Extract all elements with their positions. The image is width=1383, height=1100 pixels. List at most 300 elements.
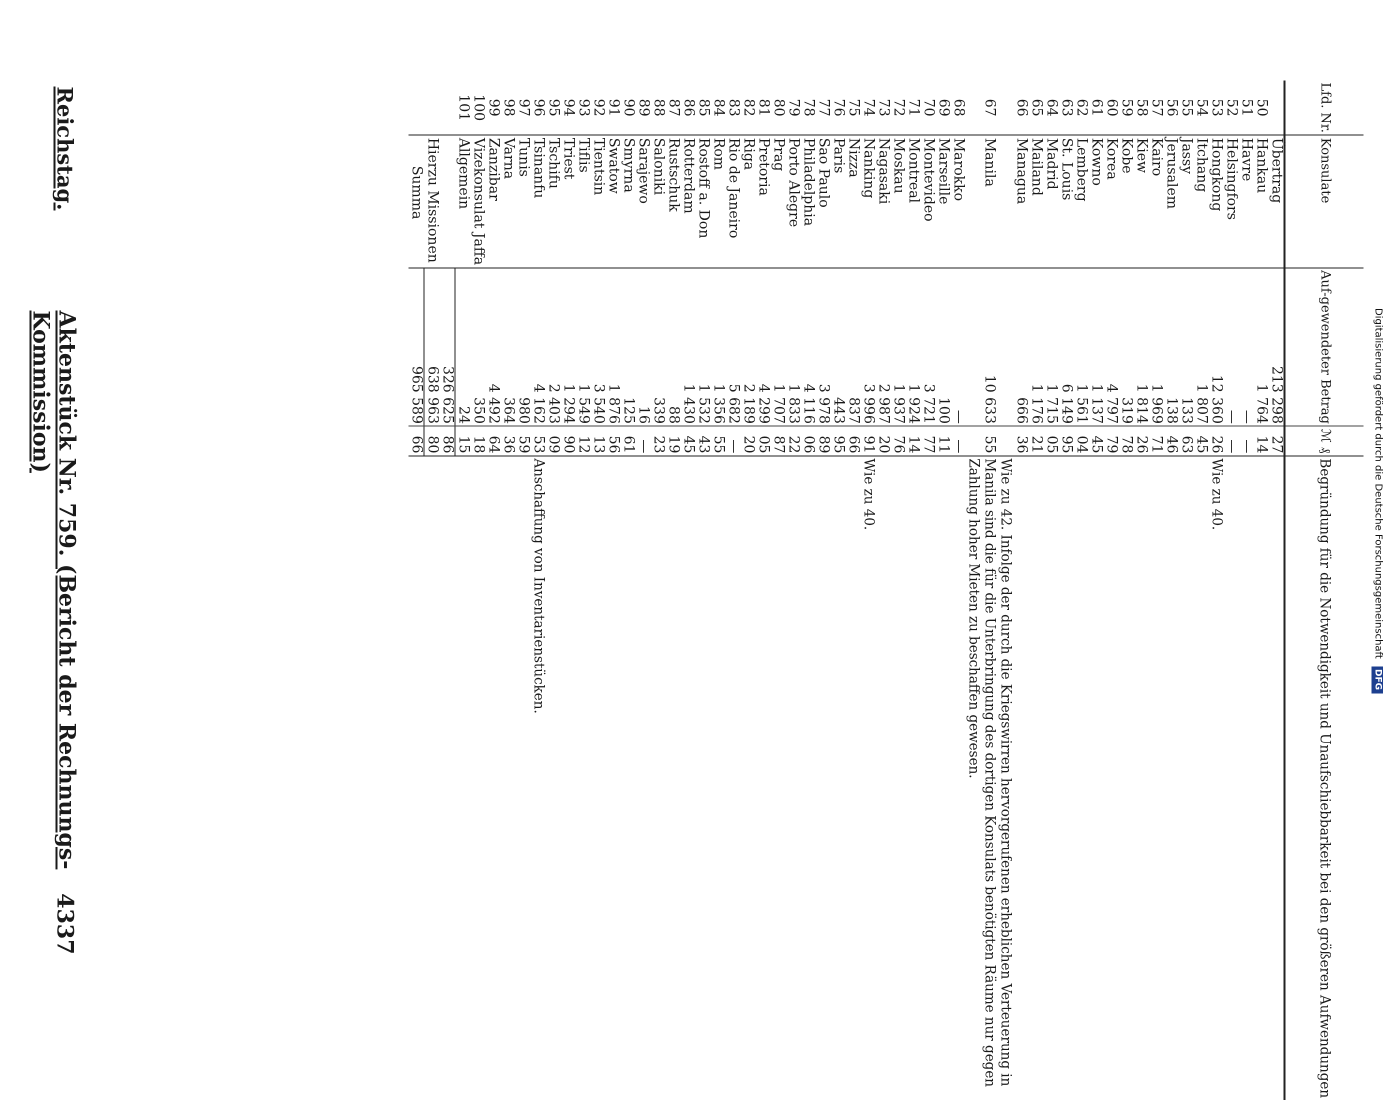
amount-pfennig: 95 bbox=[1058, 426, 1073, 456]
amount-pfennig: 46 bbox=[1163, 426, 1178, 456]
amount-pfennig: — bbox=[1223, 426, 1238, 456]
amount-mark: 1 430 bbox=[680, 383, 696, 424]
table-row bbox=[725, 80, 740, 1100]
row-number: 74 bbox=[860, 80, 875, 135]
amount-mark: — bbox=[1238, 409, 1254, 424]
table-row bbox=[1013, 80, 1028, 1100]
table-row bbox=[500, 80, 515, 1100]
row-number: 64 bbox=[1043, 80, 1058, 135]
consulate-name: Madrid bbox=[1043, 135, 1058, 267]
consulate-name: Porto Alegre bbox=[785, 135, 800, 267]
sum-pfennig: 66 bbox=[408, 426, 424, 456]
row-number: 72 bbox=[890, 80, 905, 135]
row-number: 62 bbox=[1073, 80, 1088, 135]
amount-mark: 666 bbox=[1013, 396, 1029, 424]
consulate-name: Tschifu bbox=[545, 135, 560, 267]
remark bbox=[545, 455, 560, 1099]
consulate-name: Jerusalem bbox=[1163, 135, 1178, 267]
missions-label: Hierzu Missionen bbox=[424, 135, 440, 267]
subtotal-mark: 326 625 bbox=[439, 267, 455, 426]
remark bbox=[1118, 455, 1133, 1099]
amount-pfennig: 76 bbox=[890, 426, 905, 456]
page-header bbox=[27, 0, 87, 1000]
remark bbox=[575, 455, 590, 1099]
header-title: Aktenstück Nr. 759. (Bericht der Rechnungs-Kommission) bbox=[27, 310, 79, 869]
amount-pfennig: 63 bbox=[1178, 426, 1193, 456]
remark bbox=[935, 455, 950, 1099]
table-row bbox=[800, 80, 815, 1100]
consulate-name: Montreal bbox=[905, 135, 920, 267]
amount-mark: 24 bbox=[455, 405, 471, 424]
amount-mark: 1 549 bbox=[575, 383, 591, 424]
col-header-mark: ℳ bbox=[1317, 428, 1332, 443]
amount-pfennig: 12 bbox=[575, 426, 590, 456]
row-number: 55 bbox=[1178, 80, 1193, 135]
consulate-name: Hankau bbox=[1253, 135, 1268, 267]
amount-mark: 319 bbox=[1118, 396, 1134, 424]
amount-pfennig: 13 bbox=[590, 426, 605, 456]
remark bbox=[620, 455, 635, 1099]
consulate-name: Prag bbox=[770, 135, 785, 267]
remark bbox=[920, 455, 935, 1099]
consulate-name: Rostoff a. Don bbox=[695, 135, 710, 267]
col-header-amount: Auf-gewendeter Betrag bbox=[1284, 267, 1363, 426]
amount-mark: 133 bbox=[1178, 396, 1194, 424]
amount-pfennig: 45 bbox=[1193, 426, 1208, 456]
amount-mark: 6 149 bbox=[1058, 383, 1074, 424]
remark bbox=[1178, 455, 1193, 1099]
header-left: Reichstag. bbox=[52, 86, 77, 210]
sum-remark bbox=[408, 455, 424, 1099]
consulate-name: Hongkong bbox=[1208, 135, 1223, 267]
table-row bbox=[935, 80, 950, 1100]
amount-mark: 213 298 bbox=[1268, 365, 1284, 424]
table-row bbox=[815, 80, 830, 1100]
consulate-name: Allgemein bbox=[455, 135, 471, 267]
dfg-logo: DFG bbox=[1371, 666, 1383, 693]
row-number: 81 bbox=[755, 80, 770, 135]
remark bbox=[560, 455, 575, 1099]
table-row bbox=[860, 80, 875, 1100]
amount-pfennig: 36 bbox=[500, 426, 515, 456]
consulate-name: Philadelphia bbox=[800, 135, 815, 267]
amount-mark: 350 bbox=[470, 396, 486, 424]
table-row bbox=[1193, 80, 1208, 1100]
table-row bbox=[470, 80, 485, 1100]
row-number: 83 bbox=[725, 80, 740, 135]
remark bbox=[755, 455, 770, 1099]
amount-pfennig: 45 bbox=[1088, 426, 1103, 456]
amount-mark: 980 bbox=[515, 396, 531, 424]
table-row bbox=[755, 80, 770, 1100]
row-number: 69 bbox=[935, 80, 950, 135]
table-row bbox=[920, 80, 935, 1100]
remark bbox=[1163, 455, 1178, 1099]
amount-pfennig: 61 bbox=[620, 426, 635, 456]
consulate-name: Rustschuk bbox=[665, 135, 680, 267]
remark bbox=[590, 455, 605, 1099]
remark bbox=[815, 455, 830, 1099]
amount-mark: 1 937 bbox=[890, 383, 906, 424]
row-number: 52 bbox=[1223, 80, 1238, 135]
consulate-name: Kowno bbox=[1088, 135, 1103, 267]
amount-mark: 4 797 bbox=[1103, 383, 1119, 424]
consulate-name: Kairo bbox=[1148, 135, 1163, 267]
consulate-name: Tunis bbox=[515, 135, 530, 267]
table-row bbox=[1238, 80, 1253, 1100]
remark bbox=[1043, 455, 1058, 1099]
row-number: 70 bbox=[920, 80, 935, 135]
amount-mark: 339 bbox=[650, 396, 666, 424]
amount-mark: 1 924 bbox=[905, 383, 921, 424]
amount-mark: 1 561 bbox=[1073, 383, 1089, 424]
amount-mark: 5 682 bbox=[725, 383, 741, 424]
row-number: 53 bbox=[1208, 80, 1223, 135]
row-number: 86 bbox=[680, 80, 695, 135]
amount-mark: 2 403 bbox=[545, 383, 561, 424]
table-row bbox=[1118, 80, 1133, 1100]
missions-remark bbox=[424, 455, 440, 1099]
amount-pfennig: 09 bbox=[545, 426, 560, 456]
amount-mark: 100 bbox=[935, 396, 951, 424]
remark: Wie zu 42. Infolge der durch die Kriegswirren hervorgerufenen erheblichen Verteuerung in Manila sind die für die Unterbringung des dortigen Konsulats benötigten Räume nur gegen Zahlung hoher Mieten zu beschaffen gewesen. bbox=[965, 457, 1013, 1087]
amount-mark: 3 540 bbox=[590, 383, 606, 424]
table-row bbox=[530, 80, 545, 1100]
row-number: 85 bbox=[695, 80, 710, 135]
table-row bbox=[680, 80, 695, 1100]
amount-mark: 1 294 bbox=[560, 383, 576, 424]
table-row bbox=[650, 80, 665, 1100]
amount-mark: 3 978 bbox=[815, 383, 831, 424]
page-number: 4337 bbox=[51, 892, 77, 954]
amount-mark: — bbox=[1223, 409, 1239, 424]
consulate-name: Rom bbox=[710, 135, 725, 267]
subtotal-nr bbox=[439, 80, 455, 135]
amount-pfennig: — bbox=[725, 426, 740, 456]
remark bbox=[485, 455, 500, 1099]
table-row bbox=[1133, 80, 1148, 1100]
table-row bbox=[1208, 80, 1223, 1100]
remark: Wie zu 40. bbox=[860, 457, 876, 530]
col-header-pf bbox=[1284, 426, 1363, 456]
consulate-name: Varna bbox=[500, 135, 515, 267]
amount-pfennig: — bbox=[635, 426, 650, 456]
remark bbox=[770, 455, 785, 1099]
remark bbox=[1223, 455, 1238, 1099]
table-row bbox=[1073, 80, 1088, 1100]
row-number: 97 bbox=[515, 80, 530, 135]
amount-mark: 1 176 bbox=[1028, 383, 1044, 424]
amount-mark: 2 189 bbox=[740, 383, 756, 424]
col-header-pfennig: ₰ bbox=[1317, 446, 1332, 453]
remark bbox=[1103, 455, 1118, 1099]
remark bbox=[710, 455, 725, 1099]
amount-pfennig: — bbox=[950, 426, 965, 456]
amount-mark: 138 bbox=[1163, 396, 1179, 424]
remark bbox=[470, 455, 485, 1099]
consulate-name: Pretoria bbox=[755, 135, 770, 267]
amount-pfennig: 26 bbox=[1208, 426, 1223, 456]
consulate-name: Tientsin bbox=[590, 135, 605, 267]
remark: Wie zu 40. bbox=[1208, 457, 1224, 530]
remark bbox=[1133, 455, 1148, 1099]
amount-pfennig: — bbox=[1238, 426, 1253, 456]
amount-pfennig: 78 bbox=[1118, 426, 1133, 456]
row-number: 75 bbox=[845, 80, 860, 135]
consulate-name: Tiflis bbox=[575, 135, 590, 267]
sum-row bbox=[408, 80, 424, 1100]
row-number: 99 bbox=[485, 80, 500, 135]
consulate-name: Itchang bbox=[1193, 135, 1208, 267]
consulate-name: Tsinanfu bbox=[530, 135, 545, 267]
remark bbox=[1268, 455, 1284, 1099]
row-number: 63 bbox=[1058, 80, 1073, 135]
consulate-name: Nanking bbox=[860, 135, 875, 267]
row-number: 67 bbox=[965, 80, 1013, 135]
consulate-name: Saloniki bbox=[650, 135, 665, 267]
table-row bbox=[1103, 80, 1118, 1100]
table-row bbox=[890, 80, 905, 1100]
amount-pfennig: 53 bbox=[530, 426, 545, 456]
remark bbox=[500, 455, 515, 1099]
table-row bbox=[950, 80, 965, 1100]
amount-pfennig: 55 bbox=[965, 426, 1013, 456]
table-row bbox=[1223, 80, 1238, 1100]
row-number: 92 bbox=[590, 80, 605, 135]
row-number: 100 bbox=[470, 80, 485, 135]
table-row bbox=[545, 80, 560, 1100]
amount-pfennig: 22 bbox=[785, 426, 800, 456]
table-row bbox=[485, 80, 500, 1100]
consulate-name: St. Louis bbox=[1058, 135, 1073, 267]
amount-pfennig: 06 bbox=[800, 426, 815, 456]
row-number: 66 bbox=[1013, 80, 1028, 135]
row-number: 51 bbox=[1238, 80, 1253, 135]
remark bbox=[1088, 455, 1103, 1099]
consulate-name: Montevideo bbox=[920, 135, 935, 267]
row-number: 94 bbox=[560, 80, 575, 135]
amount-mark: 12 360 bbox=[1208, 374, 1224, 424]
row-number: 93 bbox=[575, 80, 590, 135]
consulate-name: Jassy bbox=[1178, 135, 1193, 267]
remark bbox=[1058, 455, 1073, 1099]
row-number: 84 bbox=[710, 80, 725, 135]
consulate-name: Übertrag bbox=[1268, 135, 1284, 267]
table-header-row bbox=[1284, 80, 1363, 1100]
table-row bbox=[845, 80, 860, 1100]
amount-pfennig: 87 bbox=[770, 426, 785, 456]
sum-mark: 965 589 bbox=[408, 267, 424, 426]
table-row bbox=[830, 80, 845, 1100]
sum-label: Summa bbox=[408, 135, 424, 267]
remark bbox=[605, 455, 620, 1099]
amount-mark: 1 764 bbox=[1253, 383, 1269, 424]
amount-pfennig: 71 bbox=[1148, 426, 1163, 456]
digitization-text: Digitalisierung gefördert durch die Deutsche Forschungsgemeinschaft bbox=[1372, 307, 1383, 659]
consulate-name: Mailand bbox=[1028, 135, 1043, 267]
amount-pfennig: 18 bbox=[470, 426, 485, 456]
amount-mark: — bbox=[950, 409, 966, 424]
consulate-name: Havre bbox=[1238, 135, 1253, 267]
remark bbox=[845, 455, 860, 1099]
table-row bbox=[1043, 80, 1058, 1100]
table-row bbox=[605, 80, 620, 1100]
consulate-name: Smyrna bbox=[620, 135, 635, 267]
amount-mark: 1 833 bbox=[785, 383, 801, 424]
subtotal-remark bbox=[439, 455, 455, 1099]
amount-mark: 16 bbox=[635, 405, 651, 424]
amount-mark: 10 633 bbox=[981, 374, 998, 424]
amount-pfennig: 26 bbox=[1133, 426, 1148, 456]
row-number: 76 bbox=[830, 80, 845, 135]
row-number: 56 bbox=[1163, 80, 1178, 135]
consulate-name: Marseille bbox=[935, 135, 950, 267]
amount-pfennig: 05 bbox=[1043, 426, 1058, 456]
amount-pfennig: 23 bbox=[650, 426, 665, 456]
remark bbox=[1073, 455, 1088, 1099]
amount-pfennig: 04 bbox=[1073, 426, 1088, 456]
amount-pfennig: 27 bbox=[1268, 426, 1284, 456]
amount-mark: 1 707 bbox=[770, 383, 786, 424]
remark bbox=[650, 455, 665, 1099]
amount-pfennig: 77 bbox=[920, 426, 935, 456]
row-number: 58 bbox=[1133, 80, 1148, 135]
consulate-table bbox=[408, 80, 1363, 1100]
amount-pfennig: 11 bbox=[935, 426, 950, 456]
amount-pfennig: 90 bbox=[560, 426, 575, 456]
remark bbox=[725, 455, 740, 1099]
row-number: 50 bbox=[1253, 80, 1268, 135]
amount-pfennig: 15 bbox=[455, 426, 471, 456]
row-number: 78 bbox=[800, 80, 815, 135]
remark bbox=[1193, 455, 1208, 1099]
row-number: 89 bbox=[635, 80, 650, 135]
missions-pfennig: 80 bbox=[424, 426, 440, 456]
amount-mark: 88 bbox=[665, 405, 681, 424]
table-row bbox=[695, 80, 710, 1100]
amount-mark: 1 532 bbox=[695, 383, 711, 424]
amount-mark: 125 bbox=[620, 396, 636, 424]
remark bbox=[1148, 455, 1163, 1099]
consulate-name: Helsingfors bbox=[1223, 135, 1238, 267]
remark bbox=[635, 455, 650, 1099]
col-header-name: Konsulate bbox=[1284, 135, 1363, 267]
row-number: 73 bbox=[875, 80, 890, 135]
amount-pfennig: 91 bbox=[860, 426, 875, 456]
amount-pfennig: 66 bbox=[845, 426, 860, 456]
table-row bbox=[1148, 80, 1163, 1100]
amount-mark: 4 116 bbox=[800, 383, 816, 424]
remark bbox=[890, 455, 905, 1099]
table-row bbox=[770, 80, 785, 1100]
amount-mark: 4 492 bbox=[485, 383, 501, 424]
missions-nr bbox=[424, 80, 440, 135]
amount-pfennig: 45 bbox=[680, 426, 695, 456]
amount-mark: 1 814 bbox=[1133, 383, 1149, 424]
table-row bbox=[560, 80, 575, 1100]
consulate-name: Swatow bbox=[605, 135, 620, 267]
table-row bbox=[635, 80, 650, 1100]
row-number: 79 bbox=[785, 80, 800, 135]
amount-pfennig: 64 bbox=[485, 426, 500, 456]
remark bbox=[665, 455, 680, 1099]
row-number: 91 bbox=[605, 80, 620, 135]
remark bbox=[1028, 455, 1043, 1099]
amount-mark: 1 356 bbox=[710, 383, 726, 424]
consulate-name: Managua bbox=[1013, 135, 1028, 267]
amount-mark: 3 996 bbox=[860, 383, 876, 424]
row-number: 61 bbox=[1088, 80, 1103, 135]
amount-mark: 364 bbox=[500, 396, 516, 424]
remark bbox=[875, 455, 890, 1099]
consulate-name: Sao Paulo bbox=[815, 135, 830, 267]
consulate-name: Lemberg bbox=[1073, 135, 1088, 267]
remark bbox=[1238, 455, 1253, 1099]
table-row bbox=[1058, 80, 1073, 1100]
table-row bbox=[1028, 80, 1043, 1100]
consulate-name: Rio de Janeiro bbox=[725, 135, 740, 267]
table-row bbox=[1253, 80, 1268, 1100]
subtotal-label bbox=[439, 135, 455, 267]
row-number bbox=[1268, 80, 1284, 135]
amount-pfennig: 79 bbox=[1103, 426, 1118, 456]
remark bbox=[1013, 455, 1028, 1099]
table-row bbox=[515, 80, 530, 1100]
consulate-name: Sarajewo bbox=[635, 135, 650, 267]
consulate-name: Paris bbox=[830, 135, 845, 267]
consulate-name: Manila bbox=[965, 135, 1013, 267]
consulate-name: Nizza bbox=[845, 135, 860, 267]
amount-pfennig: 19 bbox=[665, 426, 680, 456]
table-row bbox=[1268, 80, 1284, 1100]
row-number: 65 bbox=[1028, 80, 1043, 135]
amount-pfennig: 56 bbox=[605, 426, 620, 456]
remark: Anschaffung von Inventarienstücken. bbox=[530, 457, 546, 714]
consulate-name: Nagasaki bbox=[875, 135, 890, 267]
remark bbox=[740, 455, 755, 1099]
consulate-name: Kobe bbox=[1118, 135, 1133, 267]
col-header-nr: Lfd. Nr. bbox=[1284, 80, 1363, 135]
table-row bbox=[740, 80, 755, 1100]
consulate-name: Kiew bbox=[1133, 135, 1148, 267]
table-row bbox=[785, 80, 800, 1100]
amount-pfennig: 36 bbox=[1013, 426, 1028, 456]
remark bbox=[695, 455, 710, 1099]
row-number: 68 bbox=[950, 80, 965, 135]
amount-mark: 3 721 bbox=[920, 383, 936, 424]
amount-pfennig: 55 bbox=[710, 426, 725, 456]
table-row bbox=[965, 80, 1013, 1100]
amount-mark: 1 137 bbox=[1088, 383, 1104, 424]
consulate-name: Marokko bbox=[950, 135, 965, 267]
amount-pfennig: 14 bbox=[905, 426, 920, 456]
row-number: 59 bbox=[1118, 80, 1133, 135]
row-number: 88 bbox=[650, 80, 665, 135]
amount-mark: 443 bbox=[830, 396, 846, 424]
row-number: 57 bbox=[1148, 80, 1163, 135]
row-number: 60 bbox=[1103, 80, 1118, 135]
amount-mark: 1 715 bbox=[1043, 383, 1059, 424]
sum-nr bbox=[408, 80, 424, 135]
consulate-name: Vizekonsulat Jaffa bbox=[470, 135, 485, 267]
table-row bbox=[620, 80, 635, 1100]
table-row bbox=[665, 80, 680, 1100]
amount-pfennig: 20 bbox=[875, 426, 890, 456]
subtotal-pfennig: 86 bbox=[439, 426, 455, 456]
table-row bbox=[1163, 80, 1178, 1100]
row-number: 98 bbox=[500, 80, 515, 135]
amount-pfennig: 20 bbox=[740, 426, 755, 456]
